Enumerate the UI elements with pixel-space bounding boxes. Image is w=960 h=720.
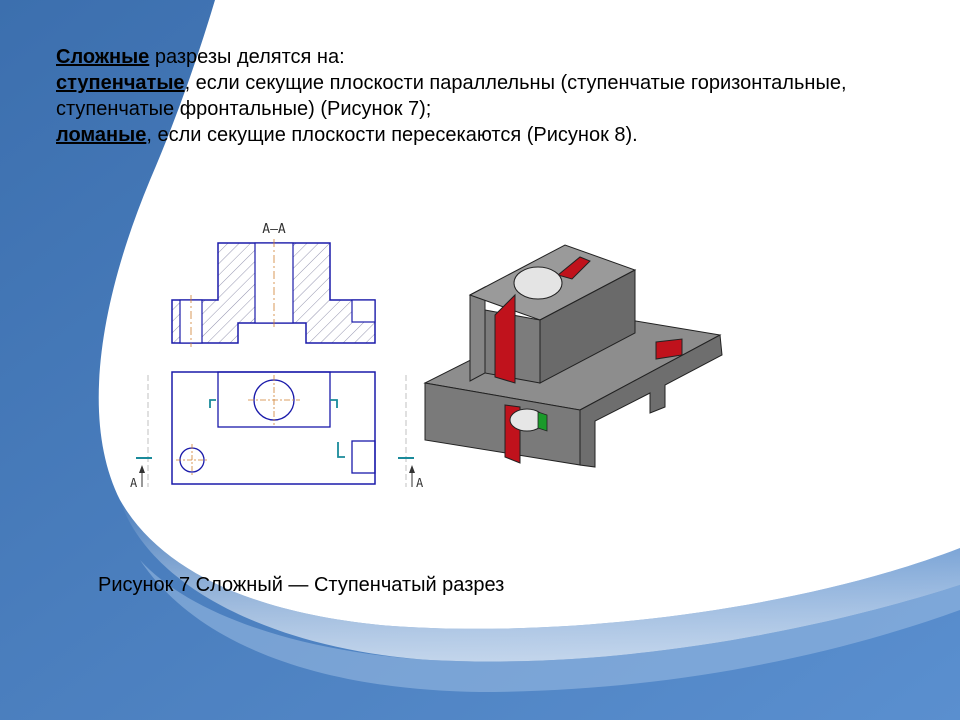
line-broken xyxy=(56,122,916,148)
line-stepped xyxy=(56,70,916,122)
figure-caption: Рисунок 7 Сложный — Ступенчатый разрез xyxy=(98,574,505,596)
term-stepped: ступенчатые xyxy=(56,72,185,94)
line2-rest: , если секущие плоскости параллельны (ступенчатые горизонтальные, ступенчатые фронтальные) (Рисунок 7); xyxy=(56,72,847,120)
line-complex-sections xyxy=(56,44,916,70)
marker-right-label: А xyxy=(416,476,424,490)
marker-left-label: А xyxy=(130,476,138,490)
line3-rest: , если секущие плоскости пересекаются (Рисунок 8). xyxy=(146,124,638,146)
line1-rest: разрезы делятся на: xyxy=(149,46,345,68)
term-broken: ломаные xyxy=(56,124,147,146)
isometric-model xyxy=(420,235,730,500)
section-marker-left xyxy=(130,458,152,490)
definition-text xyxy=(56,44,916,148)
plan-view xyxy=(148,372,406,487)
section-view xyxy=(172,239,375,347)
term-complex: Сложные xyxy=(56,46,150,68)
section-label: А–А xyxy=(262,222,286,237)
orthographic-drawing xyxy=(120,215,430,500)
